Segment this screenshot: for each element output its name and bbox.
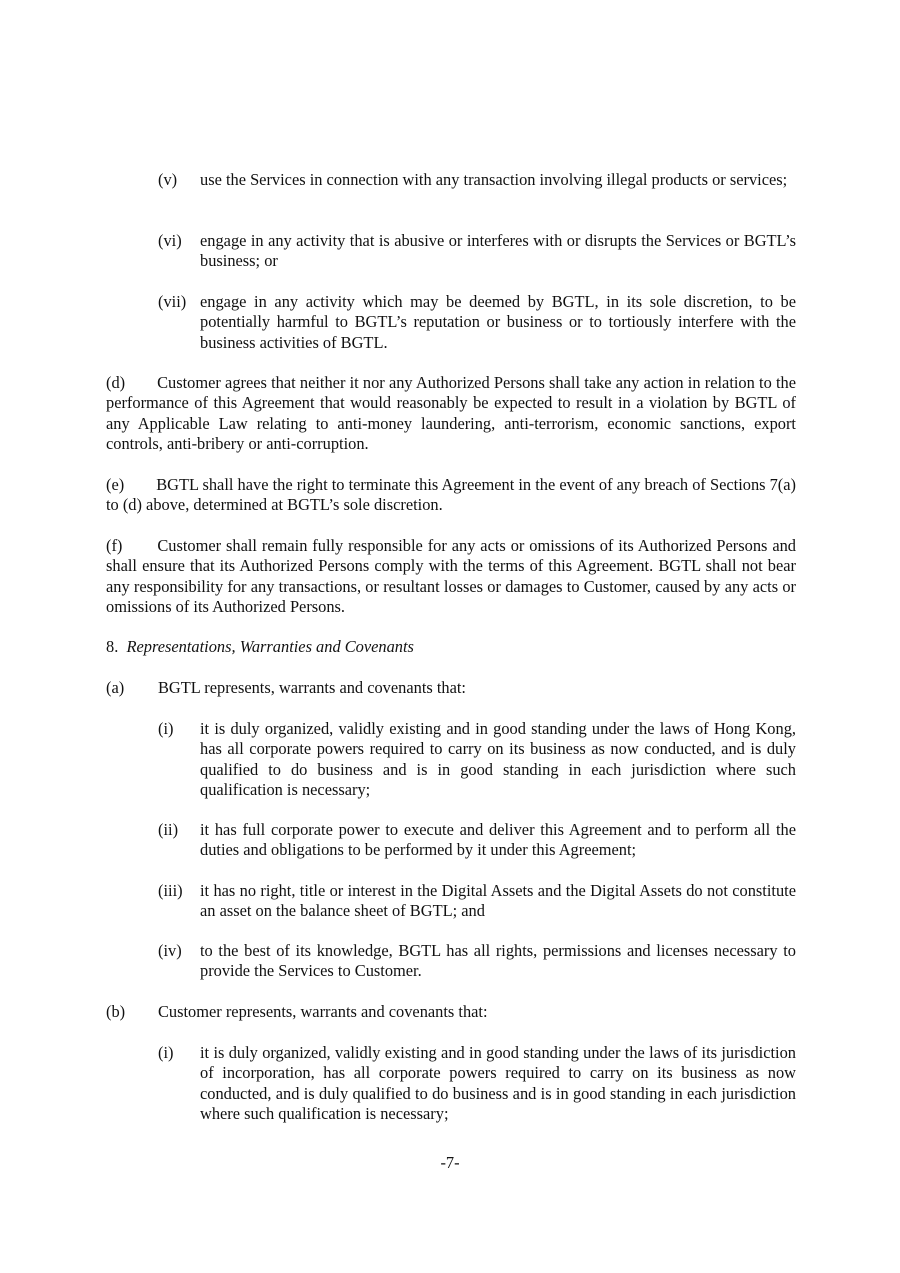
paragraph-text: Customer shall remain fully responsible for any acts or omissions of its Authorized Persons and shall ensure that its Authorized Persons comply with the terms of this Agreement. BGTL shall not bear any responsibility for any transactions, or resultant losses or damages to Customer, caused by any acts or omissions of its Authorized Persons. — [106, 536, 796, 617]
section-number: 8. — [106, 637, 119, 656]
item-number: (i) — [158, 719, 174, 738]
paragraph-text: Customer agrees that neither it nor any Authorized Persons shall take any action in relation to the performance of this Agreement that would reasonably be expected to result in a violation by BGTL of any Applicable Law relating to anti-money laundering, anti-terrorism, economic sanctions, export controls, anti-bribery or anti-corruption. — [106, 373, 796, 454]
item-number: (i) — [158, 1043, 174, 1062]
paragraph-number: (f) — [106, 536, 123, 555]
paragraph-f — [106, 536, 796, 618]
item-number: (vi) — [158, 231, 182, 250]
item-text: it has full corporate power to execute and deliver this Agreement and to perform all the duties and obligations to be performed by it under this Agreement; — [200, 820, 796, 860]
item-text: it is duly organized, validly existing and in good standing under the laws of its jurisdiction of incorporation, has all corporate powers required to carry on its business as now conducted, and is duly qualified to do business and is in good standing in each jurisdiction where such qualification is necessary; — [200, 1043, 796, 1124]
item-text: to the best of its knowledge, BGTL has all rights, permissions and licenses necessary to provide the Services to Customer. — [200, 941, 796, 981]
paragraph-text: BGTL shall have the right to terminate this Agreement in the event of any breach of Sections 7(a) to (d) above, determined at BGTL’s sole discretion. — [106, 475, 796, 515]
item-number: (iii) — [158, 881, 183, 900]
paragraph-number: (d) — [106, 373, 126, 392]
item-text: engage in any activity which may be deemed by BGTL, in its sole discretion, to be potentially harmful to BGTL’s reputation or business or to tortiously interfere with the business activities of BGTL. — [200, 292, 796, 352]
section-title: Representations, Warranties and Covenants — [126, 637, 414, 656]
item-text: engage in any activity that is abusive or interferes with or disrupts the Services or BGTL’s business; or — [200, 231, 796, 271]
item-number: (vii) — [158, 292, 187, 311]
item-text: it is duly organized, validly existing and in good standing under the laws of Hong Kong, has all corporate powers required to carry on its business as now conducted, and is duly qualified to do business and is in good standing in each jurisdiction where such qualification is necessary; — [200, 719, 796, 800]
subsection-number: (a) — [106, 678, 125, 697]
paragraph-e — [106, 475, 796, 516]
section-heading — [106, 637, 414, 657]
paragraph-d — [106, 373, 796, 455]
item-number: (ii) — [158, 820, 179, 839]
paragraph-number: (e) — [106, 475, 125, 494]
item-text: use the Services in connection with any transaction involving illegal products or services; — [200, 170, 788, 189]
item-number: (v) — [158, 170, 178, 189]
subsection-text: BGTL represents, warrants and covenants that: — [158, 678, 466, 697]
subsection-number: (b) — [106, 1002, 126, 1021]
page-number: -7- — [440, 1153, 460, 1172]
item-text: it has no right, title or interest in the Digital Assets and the Digital Assets do not constitute an asset on the balance sheet of BGTL; and — [200, 881, 796, 921]
item-number: (iv) — [158, 941, 182, 960]
subsection-text: Customer represents, warrants and covenants that: — [158, 1002, 488, 1021]
